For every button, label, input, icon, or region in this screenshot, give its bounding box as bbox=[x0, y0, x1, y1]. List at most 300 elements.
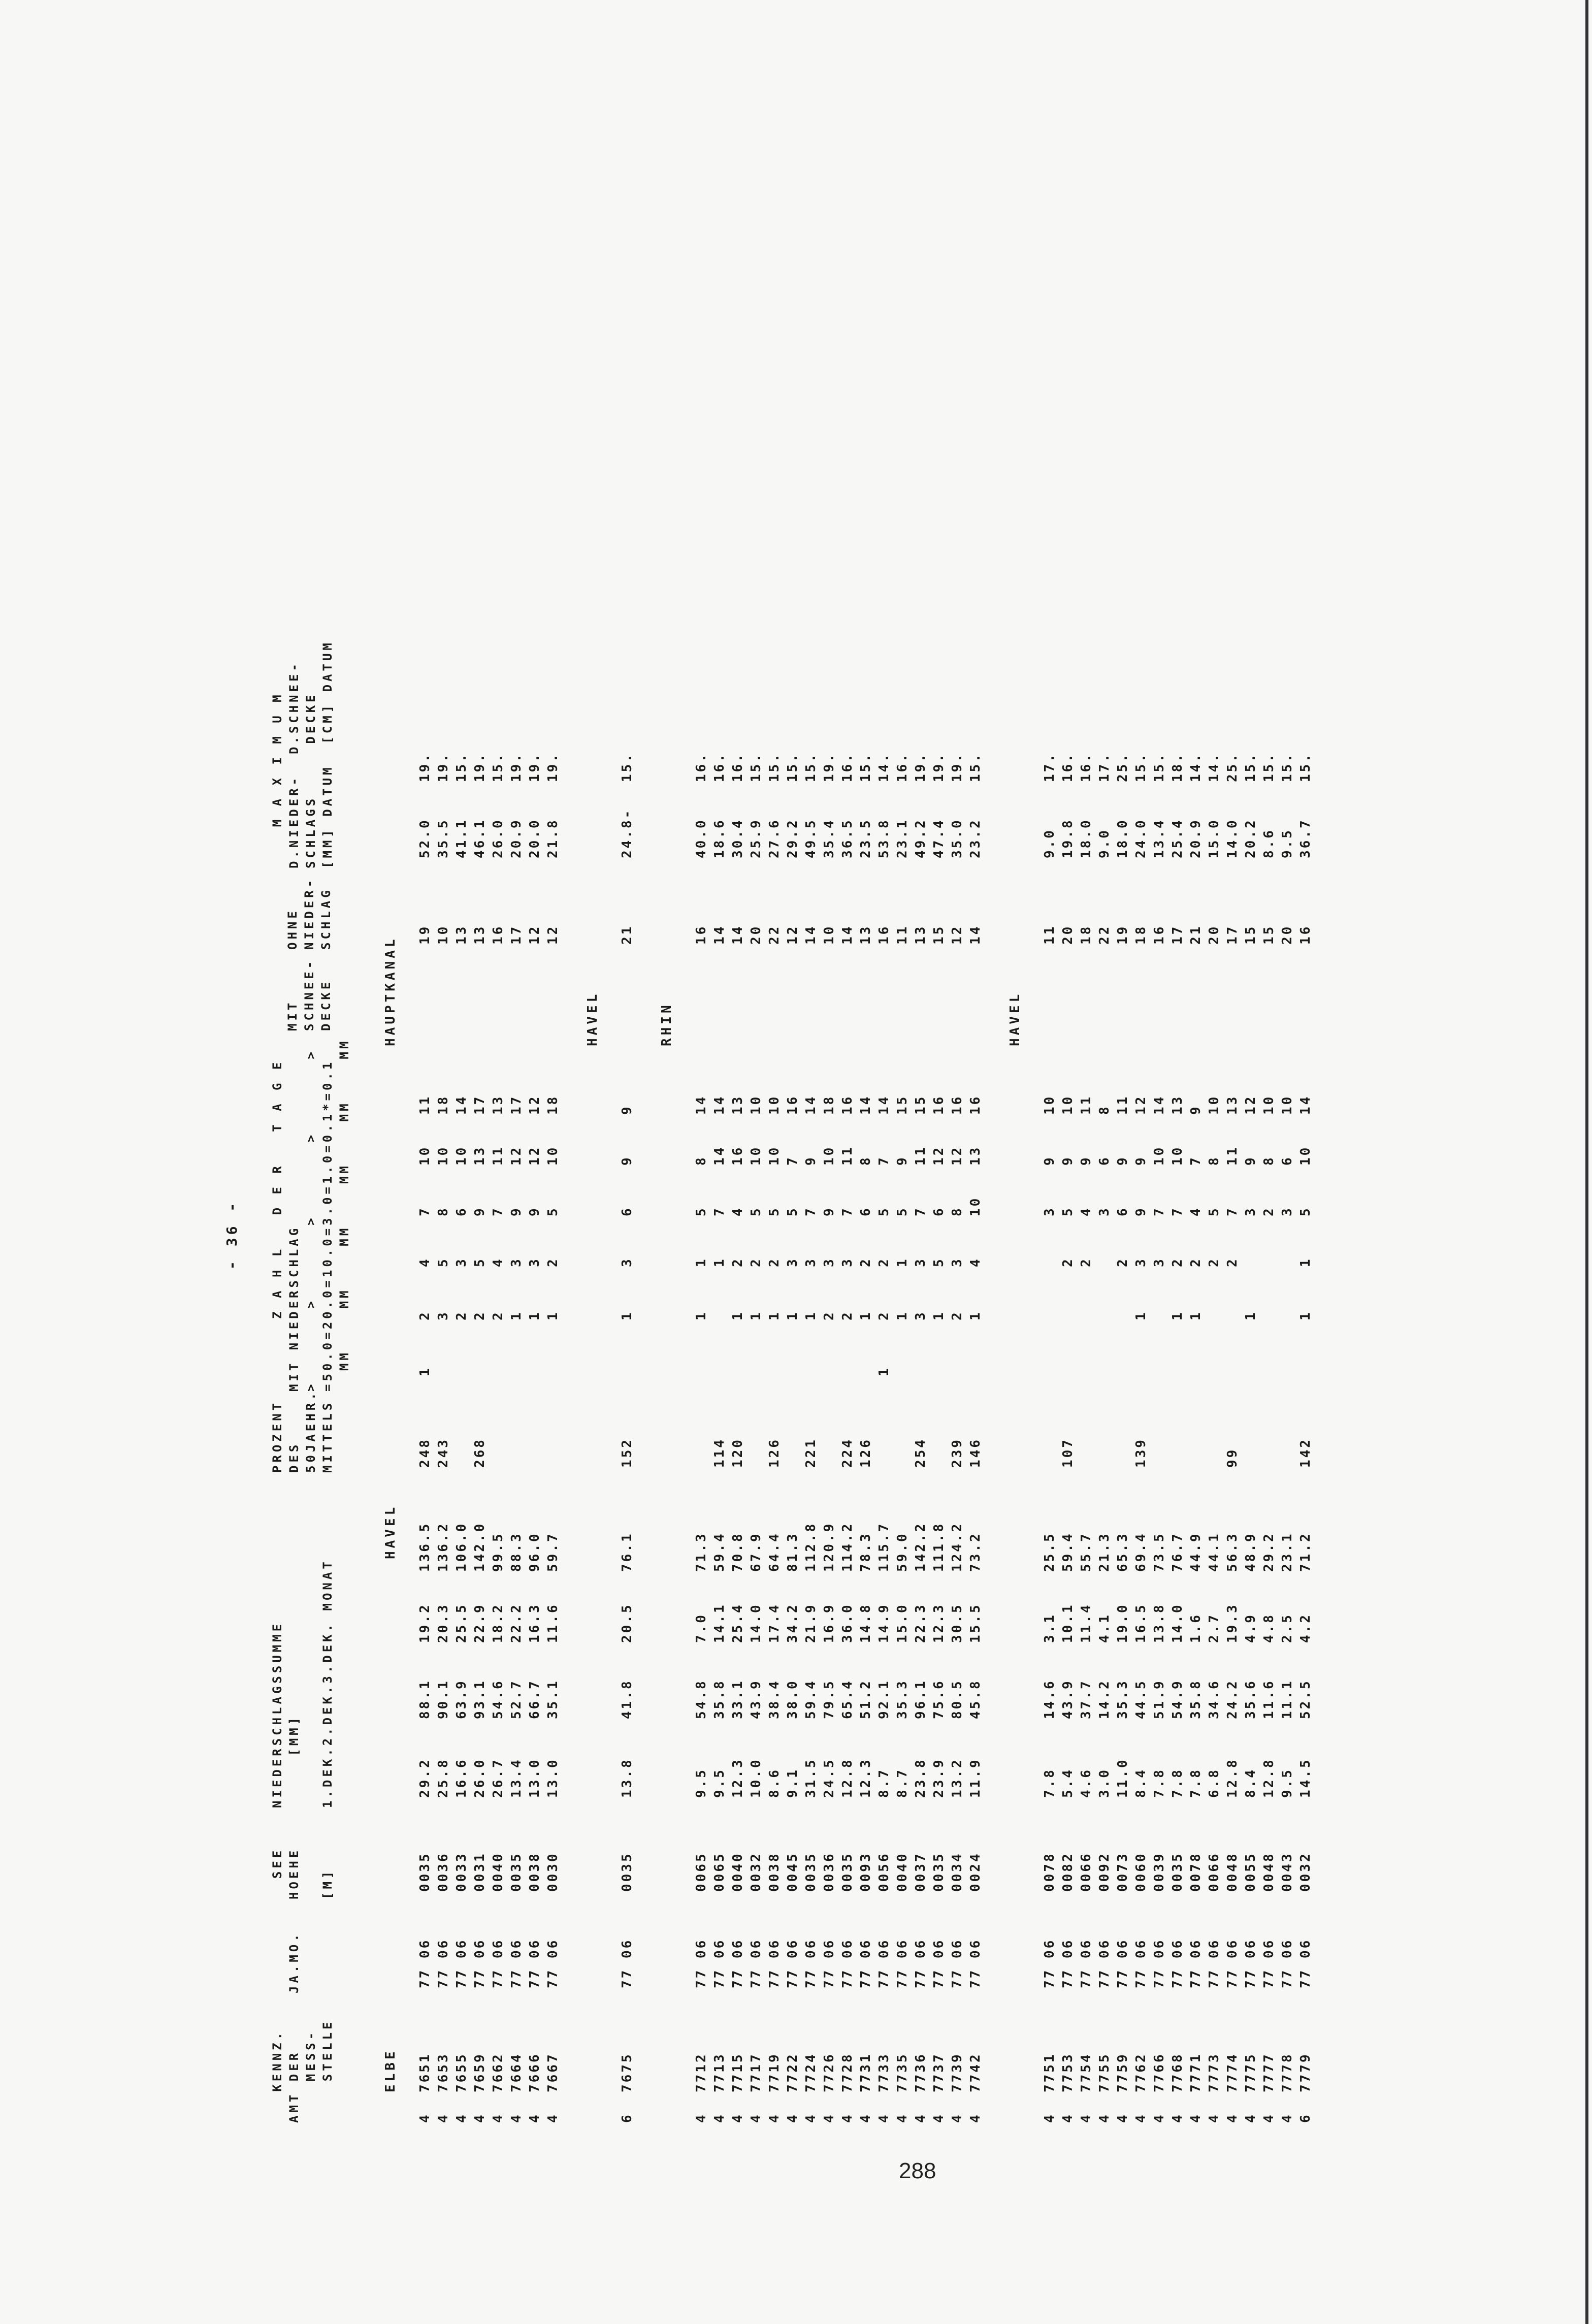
cell-d1: 11.9 bbox=[968, 1758, 983, 1798]
cell-ohne: 12 bbox=[545, 924, 561, 945]
cell-ohne: 14 bbox=[840, 924, 855, 945]
cell-see: 0040 bbox=[895, 1852, 910, 1892]
group-label: RHIN bbox=[659, 1002, 674, 1046]
cell-amt: 4 bbox=[968, 2113, 983, 2123]
cell-ohne: 12 bbox=[785, 924, 800, 945]
cell-mon: 88.3 bbox=[509, 1532, 524, 1572]
cell-kennz: 7753 bbox=[1060, 2052, 1076, 2092]
cell-z10: 2 bbox=[730, 1257, 745, 1267]
cell-nmax: 47.4 bbox=[931, 818, 947, 858]
cell-mon: 96.0 bbox=[527, 1532, 542, 1572]
cell-d1: 8.6 bbox=[767, 1768, 782, 1798]
cell-jamo: 77 06 bbox=[1042, 1938, 1057, 1988]
cell-d2: 51.2 bbox=[858, 1679, 873, 1719]
cell-kennz: 7667 bbox=[545, 2052, 561, 2092]
cell-z01: 14 bbox=[803, 1094, 819, 1115]
cell-ndat: 14. bbox=[1188, 752, 1204, 782]
cell-z20: 1 bbox=[1243, 1310, 1258, 1320]
table-row bbox=[930, 559, 948, 2133]
cell-ohne: 14 bbox=[712, 924, 727, 945]
cell-d1: 9.5 bbox=[712, 1768, 727, 1798]
cell-mon: 73.5 bbox=[1152, 1532, 1167, 1572]
table-row bbox=[490, 559, 507, 2133]
cell-z20: 1 bbox=[1133, 1310, 1149, 1320]
cell-amt: 4 bbox=[858, 2113, 873, 2123]
cell-d3: 2.5 bbox=[1280, 1613, 1295, 1643]
cell-z20: 2 bbox=[822, 1310, 837, 1320]
page-number: 288 bbox=[899, 2158, 936, 2183]
cell-jamo: 77 06 bbox=[1280, 1938, 1295, 1988]
cell-d3: 14.8 bbox=[858, 1603, 873, 1643]
cell-d1: 6.8 bbox=[1207, 1768, 1222, 1798]
cell-proz: 139 bbox=[1133, 1438, 1149, 1468]
cell-d3: 22.2 bbox=[509, 1603, 524, 1643]
cell-proz: 268 bbox=[472, 1438, 488, 1468]
cell-see: 0036 bbox=[436, 1852, 451, 1892]
cell-kennz: 7653 bbox=[436, 2052, 451, 2092]
cell-jamo: 77 06 bbox=[1079, 1938, 1094, 1988]
cell-ndat: 14. bbox=[1207, 752, 1222, 782]
cell-ohne: 18 bbox=[1133, 924, 1149, 945]
cell-z10: 3 bbox=[527, 1257, 542, 1267]
cell-nmax: 18.6 bbox=[712, 818, 727, 858]
cell-z01: 13 bbox=[730, 1094, 745, 1115]
cell-jamo: 77 06 bbox=[749, 1938, 764, 1988]
cell-see: 0031 bbox=[472, 1852, 488, 1892]
cell-d1: 14.5 bbox=[1298, 1758, 1313, 1798]
cell-amt: 4 bbox=[840, 2113, 855, 2123]
cell-proz: 221 bbox=[803, 1438, 819, 1468]
cell-d1: 7.8 bbox=[1188, 1768, 1204, 1798]
cell-z01: 14 bbox=[1298, 1094, 1313, 1115]
cell-ndat: 15. bbox=[767, 752, 782, 782]
cell-mon: 59.4 bbox=[712, 1532, 727, 1572]
cell-ohne: 16 bbox=[491, 924, 506, 945]
cell-d1: 8.4 bbox=[1243, 1768, 1258, 1798]
cell-see: 0040 bbox=[491, 1852, 506, 1892]
cell-z10: 2 bbox=[858, 1257, 873, 1267]
cell-z3: 3 bbox=[1280, 1206, 1295, 1216]
cell-ndat: 16. bbox=[712, 752, 727, 782]
cell-jamo: 77 06 bbox=[491, 1938, 506, 1988]
cell-d1: 12.8 bbox=[1225, 1758, 1240, 1798]
cell-mon: 56.3 bbox=[1225, 1532, 1240, 1572]
cell-nmax: 46.1 bbox=[472, 818, 488, 858]
cell-nmax: 20.0 bbox=[527, 818, 542, 858]
cell-see: 0035 bbox=[417, 1852, 433, 1892]
cell-z1: 12 bbox=[509, 1145, 524, 1166]
cell-kennz: 7731 bbox=[858, 2052, 873, 2092]
cell-mon: 59.4 bbox=[1060, 1532, 1076, 1572]
cell-amt: 4 bbox=[509, 2113, 524, 2123]
cell-ndat: 19. bbox=[913, 752, 928, 782]
cell-mon: 55.7 bbox=[1079, 1532, 1094, 1572]
cell-mon: 99.5 bbox=[491, 1532, 506, 1572]
cell-mon: 106.0 bbox=[454, 1522, 469, 1572]
cell-proz: 243 bbox=[436, 1438, 451, 1468]
cell-jamo: 77 06 bbox=[931, 1938, 947, 1988]
cell-mon: 59.0 bbox=[895, 1532, 910, 1572]
page-marker: - 36 - bbox=[223, 1200, 240, 1270]
cell-jamo: 77 06 bbox=[1225, 1938, 1240, 1988]
cell-z01: 15 bbox=[895, 1094, 910, 1115]
cell-proz: 99 bbox=[1225, 1447, 1240, 1468]
cell-z01: 10 bbox=[1261, 1094, 1277, 1115]
cell-z01: 12 bbox=[527, 1094, 542, 1115]
cell-z3: 7 bbox=[417, 1206, 433, 1216]
cell-z1: 9 bbox=[620, 1155, 635, 1166]
cell-d1: 13.0 bbox=[545, 1758, 561, 1798]
cell-kennz: 7762 bbox=[1133, 2052, 1149, 2092]
cell-mon: 81.3 bbox=[785, 1532, 800, 1572]
cell-d2: 88.1 bbox=[417, 1679, 433, 1719]
cell-d3: 25.4 bbox=[730, 1603, 745, 1643]
cell-see: 0078 bbox=[1042, 1852, 1057, 1892]
cell-amt: 4 bbox=[1152, 2113, 1167, 2123]
cell-d1: 24.5 bbox=[822, 1758, 837, 1798]
group-label: HAVEL bbox=[383, 1504, 398, 1559]
cell-kennz: 7779 bbox=[1298, 2052, 1313, 2092]
cell-mon: 65.3 bbox=[1115, 1532, 1130, 1572]
cell-ohne: 13 bbox=[858, 924, 873, 945]
cell-amt: 4 bbox=[876, 2113, 892, 2123]
cell-z01: 10 bbox=[1060, 1094, 1076, 1115]
cell-mon: 69.4 bbox=[1133, 1532, 1149, 1572]
cell-nmax: 49.2 bbox=[913, 818, 928, 858]
cell-ohne: 10 bbox=[436, 924, 451, 945]
cell-mon: 142.0 bbox=[472, 1522, 488, 1572]
cell-z3: 4 bbox=[1188, 1206, 1204, 1216]
cell-kennz: 7778 bbox=[1280, 2052, 1295, 2092]
cell-see: 0037 bbox=[913, 1852, 928, 1892]
cell-z3: 7 bbox=[491, 1206, 506, 1216]
cell-z01: 11 bbox=[1115, 1094, 1130, 1115]
cell-kennz: 7771 bbox=[1188, 2052, 1204, 2092]
cell-d1: 25.8 bbox=[436, 1758, 451, 1798]
cell-z3: 9 bbox=[1133, 1206, 1149, 1216]
cell-d2: 79.5 bbox=[822, 1679, 837, 1719]
header-prozent: PROZENT DES 50JAEHR. MITTELS bbox=[270, 1390, 335, 1473]
cell-see: 0034 bbox=[950, 1852, 965, 1892]
cell-proz: 126 bbox=[767, 1438, 782, 1468]
cell-d2: 75.6 bbox=[931, 1679, 947, 1719]
cell-ohne: 15 bbox=[931, 924, 947, 945]
cell-d1: 5.4 bbox=[1060, 1768, 1076, 1798]
cell-kennz: 7719 bbox=[767, 2052, 782, 2092]
cell-z10: 2 bbox=[876, 1257, 892, 1267]
cell-z1: 9 bbox=[1042, 1155, 1057, 1166]
cell-z1: 12 bbox=[950, 1145, 965, 1166]
cell-d3: 3.1 bbox=[1042, 1613, 1057, 1643]
cell-jamo: 77 06 bbox=[858, 1938, 873, 1988]
cell-z10: 2 bbox=[1115, 1257, 1130, 1267]
cell-z10: 3 bbox=[1152, 1257, 1167, 1267]
group-label: HAUPTKANAL bbox=[383, 936, 398, 1046]
cell-z01: 10 bbox=[1042, 1094, 1057, 1115]
cell-nmax: 21.8 bbox=[545, 818, 561, 858]
cell-nmax: 8.6 bbox=[1261, 828, 1277, 858]
table-row bbox=[1114, 559, 1131, 2133]
cell-kennz: 7715 bbox=[730, 2052, 745, 2092]
cell-jamo: 77 06 bbox=[1097, 1938, 1112, 1988]
cell-see: 0024 bbox=[968, 1852, 983, 1892]
cell-amt: 4 bbox=[1042, 2113, 1057, 2123]
table-row bbox=[857, 559, 874, 2133]
cell-z3: 7 bbox=[1152, 1206, 1167, 1216]
cell-d1: 16.6 bbox=[454, 1758, 469, 1798]
cell-kennz: 7768 bbox=[1170, 2052, 1185, 2092]
cell-nmax: 35.4 bbox=[822, 818, 837, 858]
cell-z10: 5 bbox=[436, 1257, 451, 1267]
cell-nmax: 49.5 bbox=[803, 818, 819, 858]
cell-d3: 30.5 bbox=[950, 1603, 965, 1643]
cell-mon: 59.7 bbox=[545, 1532, 561, 1572]
cell-z01: 10 bbox=[767, 1094, 782, 1115]
cell-d2: 51.9 bbox=[1152, 1679, 1167, 1719]
cell-d3: 14.0 bbox=[1170, 1603, 1185, 1643]
cell-z3: 5 bbox=[785, 1206, 800, 1216]
cell-d2: 38.0 bbox=[785, 1679, 800, 1719]
cell-d3: 11.6 bbox=[545, 1603, 561, 1643]
cell-z01: 17 bbox=[509, 1094, 524, 1115]
table-row bbox=[1059, 559, 1077, 2133]
cell-amt: 4 bbox=[472, 2113, 488, 2123]
cell-d1: 11.0 bbox=[1115, 1758, 1130, 1798]
table-row bbox=[1297, 559, 1314, 2133]
cell-amt: 4 bbox=[1079, 2113, 1094, 2123]
cell-amt: 4 bbox=[436, 2113, 451, 2123]
cell-z3: 5 bbox=[1207, 1206, 1222, 1216]
cell-ndat: 19. bbox=[822, 752, 837, 782]
cell-ohne: 20 bbox=[1207, 924, 1222, 945]
cell-nmax: 30.4 bbox=[730, 818, 745, 858]
cell-z20: 1 bbox=[895, 1310, 910, 1320]
table-row bbox=[1224, 559, 1241, 2133]
cell-mon: 70.8 bbox=[730, 1532, 745, 1572]
cell-z3: 5 bbox=[1298, 1206, 1313, 1216]
cell-ohne: 10 bbox=[822, 924, 837, 945]
cell-proz: 146 bbox=[968, 1438, 983, 1468]
cell-z3: 7 bbox=[840, 1206, 855, 1216]
cell-see: 0035 bbox=[620, 1852, 635, 1892]
cell-z01: 16 bbox=[931, 1094, 947, 1115]
cell-z3: 6 bbox=[620, 1206, 635, 1216]
cell-jamo: 77 06 bbox=[1207, 1938, 1222, 1988]
cell-d1: 26.0 bbox=[472, 1758, 488, 1798]
cell-nmax: 41.1 bbox=[454, 818, 469, 858]
cell-kennz: 7759 bbox=[1115, 2052, 1130, 2092]
cell-z10: 3 bbox=[1133, 1257, 1149, 1267]
cell-d1: 29.2 bbox=[417, 1758, 433, 1798]
cell-d2: 11.6 bbox=[1261, 1679, 1277, 1719]
cell-kennz: 7777 bbox=[1261, 2052, 1277, 2092]
table-row bbox=[875, 559, 893, 2133]
cell-z1: 9 bbox=[803, 1155, 819, 1166]
cell-d1: 12.3 bbox=[730, 1758, 745, 1798]
cell-z1: 6 bbox=[1097, 1155, 1112, 1166]
cell-d3: 4.2 bbox=[1298, 1613, 1313, 1643]
group-label: HAVEL bbox=[585, 991, 600, 1046]
cell-z20: 1 bbox=[509, 1310, 524, 1320]
cell-z3: 5 bbox=[895, 1206, 910, 1216]
cell-d2: 38.4 bbox=[767, 1679, 782, 1719]
table-row bbox=[1187, 559, 1205, 2133]
cell-amt: 4 bbox=[1225, 2113, 1240, 2123]
cell-z1: 12 bbox=[527, 1145, 542, 1166]
header-mit-schneedecke: MIT SCHNEE- DECKE bbox=[285, 958, 333, 1031]
cell-see: 0038 bbox=[527, 1852, 542, 1892]
cell-ndat: 15. bbox=[1133, 752, 1149, 782]
cell-ndat: 16. bbox=[1060, 752, 1076, 782]
cell-ndat: 19. bbox=[417, 752, 433, 782]
cell-kennz: 7664 bbox=[509, 2052, 524, 2092]
cell-nmax: 23.5 bbox=[858, 818, 873, 858]
cell-ohne: 16 bbox=[1152, 924, 1167, 945]
cell-d1: 26.7 bbox=[491, 1758, 506, 1798]
cell-z01: 18 bbox=[545, 1094, 561, 1115]
cell-z20: 1 bbox=[767, 1310, 782, 1320]
cell-amt: 4 bbox=[694, 2113, 709, 2123]
cell-d3: 20.5 bbox=[620, 1603, 635, 1643]
cell-ohne: 14 bbox=[730, 924, 745, 945]
cell-d3: 19.3 bbox=[1225, 1603, 1240, 1643]
cell-z10: 4 bbox=[491, 1257, 506, 1267]
cell-ndat: 15. bbox=[620, 752, 635, 782]
cell-kennz: 7666 bbox=[527, 2052, 542, 2092]
cell-z01: 14 bbox=[1152, 1094, 1167, 1115]
cell-d1: 13.8 bbox=[620, 1758, 635, 1798]
cell-ndat: 15. bbox=[1280, 752, 1295, 782]
cell-ndat: 16. bbox=[730, 752, 745, 782]
cell-amt: 4 bbox=[895, 2113, 910, 2123]
cell-mon: 25.5 bbox=[1042, 1532, 1057, 1572]
cell-proz: 248 bbox=[417, 1438, 433, 1468]
cell-z01: 18 bbox=[436, 1094, 451, 1115]
cell-ndat: 19. bbox=[950, 752, 965, 782]
table-row bbox=[619, 559, 636, 2133]
cell-d2: 93.1 bbox=[472, 1679, 488, 1719]
cell-d2: 33.1 bbox=[730, 1679, 745, 1719]
cell-ohne: 12 bbox=[950, 924, 965, 945]
cell-z20: 1 bbox=[785, 1310, 800, 1320]
cell-z20: 3 bbox=[436, 1310, 451, 1320]
cell-jamo: 77 06 bbox=[454, 1938, 469, 1988]
cell-ndat: 15. bbox=[491, 752, 506, 782]
table-row bbox=[912, 559, 929, 2133]
cell-z1: 9 bbox=[1060, 1155, 1076, 1166]
cell-proz: 224 bbox=[840, 1438, 855, 1468]
cell-d1: 13.2 bbox=[950, 1758, 965, 1798]
cell-z10: 3 bbox=[913, 1257, 928, 1267]
cell-z3: 5 bbox=[876, 1206, 892, 1216]
cell-d2: 35.1 bbox=[545, 1679, 561, 1719]
cell-jamo: 77 06 bbox=[730, 1938, 745, 1988]
cell-z10: 4 bbox=[417, 1257, 433, 1267]
table-row bbox=[435, 559, 452, 2133]
cell-d3: 25.5 bbox=[454, 1603, 469, 1643]
cell-ohne: 14 bbox=[803, 924, 819, 945]
cell-z20: 2 bbox=[454, 1310, 469, 1320]
table-row bbox=[1279, 559, 1296, 2133]
cell-see: 0066 bbox=[1207, 1852, 1222, 1892]
header-niederschlag: NIEDERSCHLAGSSUMME [MM] 1.DEK.2.DEK.3.DEK. MONAT bbox=[270, 1559, 335, 1808]
table-row bbox=[1242, 559, 1259, 2133]
cell-d3: 15.0 bbox=[895, 1603, 910, 1643]
cell-z10: 2 bbox=[749, 1257, 764, 1267]
cell-z1: 13 bbox=[968, 1145, 983, 1166]
cell-z1: 10 bbox=[417, 1145, 433, 1166]
cell-z1: 9 bbox=[1115, 1155, 1130, 1166]
table-row bbox=[802, 559, 820, 2133]
cell-jamo: 77 06 bbox=[1261, 1938, 1277, 1988]
cell-ohne: 17 bbox=[1225, 924, 1240, 945]
cell-amt: 4 bbox=[1188, 2113, 1204, 2123]
cell-z1: 9 bbox=[1133, 1155, 1149, 1166]
cell-mon: 71.3 bbox=[694, 1532, 709, 1572]
cell-d1: 3.0 bbox=[1097, 1768, 1112, 1798]
cell-z3: 3 bbox=[1243, 1206, 1258, 1216]
cell-see: 0043 bbox=[1280, 1852, 1295, 1892]
cell-mon: 114.2 bbox=[840, 1522, 855, 1572]
cell-z1: 10 bbox=[436, 1145, 451, 1166]
cell-ndat: 19. bbox=[472, 752, 488, 782]
cell-z3: 10 bbox=[968, 1196, 983, 1216]
cell-ohne: 13 bbox=[454, 924, 469, 945]
cell-nmax: 14.0 bbox=[1225, 818, 1240, 858]
cell-z1: 7 bbox=[785, 1155, 800, 1166]
cell-d3: 19.2 bbox=[417, 1603, 433, 1643]
cell-kennz: 7675 bbox=[620, 2052, 635, 2092]
cell-proz: 107 bbox=[1060, 1438, 1076, 1468]
cell-ndat: 25. bbox=[1225, 752, 1240, 782]
cell-ohne: 11 bbox=[1042, 924, 1057, 945]
cell-z20: 1 bbox=[1188, 1310, 1204, 1320]
cell-d1: 10.0 bbox=[749, 1758, 764, 1798]
cell-z1: 7 bbox=[1188, 1155, 1204, 1166]
cell-z10: 2 bbox=[1207, 1257, 1222, 1267]
cell-z3: 7 bbox=[712, 1206, 727, 1216]
cell-d1: 4.6 bbox=[1079, 1768, 1094, 1798]
cell-z1: 10 bbox=[1152, 1145, 1167, 1166]
cell-d2: 14.6 bbox=[1042, 1679, 1057, 1719]
cell-amt: 6 bbox=[1298, 2113, 1313, 2123]
cell-nmax: 15.0 bbox=[1207, 818, 1222, 858]
table-row bbox=[1260, 559, 1278, 2133]
header-see: SEE HOEHE [M] bbox=[270, 1847, 335, 1899]
cell-nmax: 24.0 bbox=[1133, 818, 1149, 858]
cell-z01: 18 bbox=[822, 1094, 837, 1115]
cell-amt: 4 bbox=[1115, 2113, 1130, 2123]
cell-nmax: 9.0 bbox=[1097, 828, 1112, 858]
cell-z20: 2 bbox=[876, 1310, 892, 1320]
cell-see: 0066 bbox=[1079, 1852, 1094, 1892]
cell-d3: 15.5 bbox=[968, 1603, 983, 1643]
cell-amt: 4 bbox=[1170, 2113, 1185, 2123]
cell-z3: 7 bbox=[1225, 1206, 1240, 1216]
cell-d2: 24.2 bbox=[1225, 1679, 1240, 1719]
cell-ohne: 22 bbox=[1097, 924, 1112, 945]
cell-proz: 254 bbox=[913, 1438, 928, 1468]
cell-d3: 2.7 bbox=[1207, 1613, 1222, 1643]
cell-see: 0093 bbox=[858, 1852, 873, 1892]
cell-z20: 2 bbox=[417, 1310, 433, 1320]
cell-see: 0032 bbox=[1298, 1852, 1313, 1892]
cell-z3: 6 bbox=[454, 1206, 469, 1216]
cell-d1: 23.9 bbox=[931, 1758, 947, 1798]
cell-nmax: 27.6 bbox=[767, 818, 782, 858]
cell-z1: 6 bbox=[1280, 1155, 1295, 1166]
cell-jamo: 77 06 bbox=[436, 1938, 451, 1988]
